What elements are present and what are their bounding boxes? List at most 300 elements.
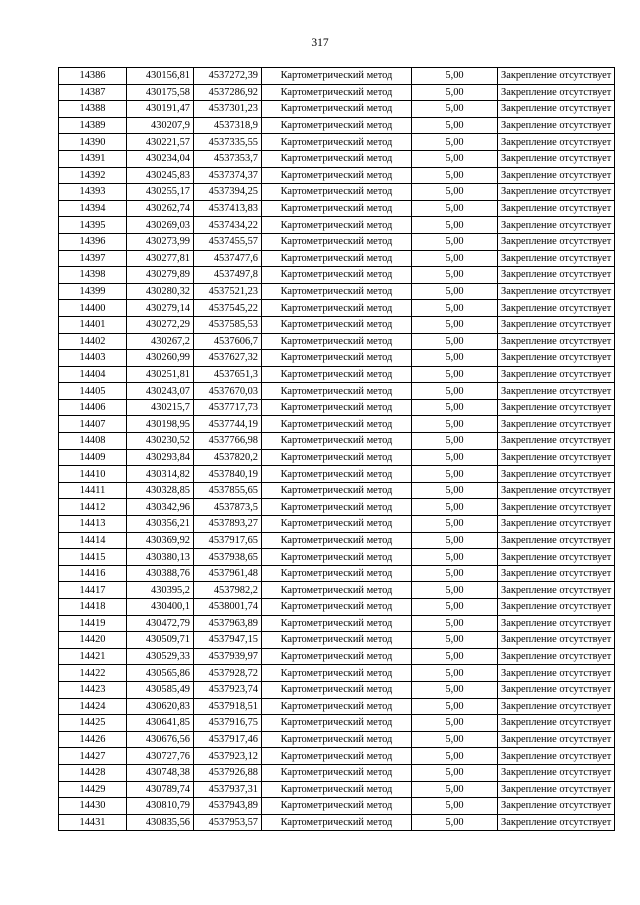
x-coordinate-cell: 430280,32 <box>127 283 194 300</box>
method-cell: Картометрический метод <box>262 233 412 250</box>
x-coordinate-cell: 430207,9 <box>127 117 194 134</box>
table-row <box>59 532 615 549</box>
fixing-cell: Закрепление отсутствует <box>498 532 615 549</box>
table-row <box>59 798 615 815</box>
point-number-cell: 14403 <box>59 350 127 367</box>
table-row <box>59 433 615 450</box>
accuracy-cell: 5,00 <box>412 781 498 798</box>
table-row <box>59 665 615 682</box>
method-cell: Картометрический метод <box>262 316 412 333</box>
fixing-cell: Закрепление отсутствует <box>498 814 615 831</box>
table-row <box>59 184 615 201</box>
table-row <box>59 200 615 217</box>
y-coordinate-cell: 4537947,15 <box>194 632 262 649</box>
y-coordinate-cell: 4537893,27 <box>194 516 262 533</box>
table-row <box>59 482 615 499</box>
fixing-cell: Закрепление отсутствует <box>498 416 615 433</box>
table-row <box>59 217 615 234</box>
point-number-cell: 14389 <box>59 117 127 134</box>
y-coordinate-cell: 4537394,25 <box>194 184 262 201</box>
fixing-cell: Закрепление отсутствует <box>498 399 615 416</box>
method-cell: Картометрический метод <box>262 549 412 566</box>
point-number-cell: 14408 <box>59 433 127 450</box>
y-coordinate-cell: 4537272,39 <box>194 68 262 85</box>
x-coordinate-cell: 430314,82 <box>127 466 194 483</box>
y-coordinate-cell: 4537521,23 <box>194 283 262 300</box>
x-coordinate-cell: 430269,03 <box>127 217 194 234</box>
fixing-cell: Закрепление отсутствует <box>498 433 615 450</box>
accuracy-cell: 5,00 <box>412 549 498 566</box>
point-number-cell: 14425 <box>59 715 127 732</box>
method-cell: Картометрический метод <box>262 150 412 167</box>
fixing-cell: Закрепление отсутствует <box>498 134 615 151</box>
accuracy-cell: 5,00 <box>412 101 498 118</box>
point-number-cell: 14409 <box>59 449 127 466</box>
x-coordinate-cell: 430175,58 <box>127 84 194 101</box>
fixing-cell: Закрепление отсутствует <box>498 316 615 333</box>
accuracy-cell: 5,00 <box>412 68 498 85</box>
accuracy-cell: 5,00 <box>412 333 498 350</box>
method-cell: Картометрический метод <box>262 565 412 582</box>
x-coordinate-cell: 430748,38 <box>127 764 194 781</box>
method-cell: Картометрический метод <box>262 134 412 151</box>
point-number-cell: 14407 <box>59 416 127 433</box>
point-number-cell: 14430 <box>59 798 127 815</box>
point-number-cell: 14417 <box>59 582 127 599</box>
y-coordinate-cell: 4537434,22 <box>194 217 262 234</box>
fixing-cell: Закрепление отсутствует <box>498 101 615 118</box>
y-coordinate-cell: 4537953,57 <box>194 814 262 831</box>
table-row <box>59 416 615 433</box>
y-coordinate-cell: 4537943,89 <box>194 798 262 815</box>
method-cell: Картометрический метод <box>262 532 412 549</box>
table-row <box>59 814 615 831</box>
x-coordinate-cell: 430251,81 <box>127 366 194 383</box>
point-number-cell: 14387 <box>59 84 127 101</box>
table-row <box>59 101 615 118</box>
fixing-cell: Закрепление отсутствует <box>498 632 615 649</box>
point-number-cell: 14393 <box>59 184 127 201</box>
y-coordinate-cell: 4537717,73 <box>194 399 262 416</box>
x-coordinate-cell: 430260,99 <box>127 350 194 367</box>
table-row <box>59 549 615 566</box>
y-coordinate-cell: 4538001,74 <box>194 599 262 616</box>
table-row <box>59 599 615 616</box>
y-coordinate-cell: 4537961,48 <box>194 565 262 582</box>
point-number-cell: 14412 <box>59 499 127 516</box>
fixing-cell: Закрепление отсутствует <box>498 300 615 317</box>
accuracy-cell: 5,00 <box>412 250 498 267</box>
fixing-cell: Закрепление отсутствует <box>498 648 615 665</box>
point-number-cell: 14410 <box>59 466 127 483</box>
table-row <box>59 731 615 748</box>
x-coordinate-cell: 430620,83 <box>127 698 194 715</box>
fixing-cell: Закрепление отсутствует <box>498 698 615 715</box>
table-row <box>59 565 615 582</box>
accuracy-cell: 5,00 <box>412 416 498 433</box>
point-number-cell: 14386 <box>59 68 127 85</box>
method-cell: Картометрический метод <box>262 333 412 350</box>
table-row <box>59 150 615 167</box>
point-number-cell: 14423 <box>59 681 127 698</box>
x-coordinate-cell: 430388,76 <box>127 565 194 582</box>
accuracy-cell: 5,00 <box>412 267 498 284</box>
accuracy-cell: 5,00 <box>412 665 498 682</box>
accuracy-cell: 5,00 <box>412 565 498 582</box>
point-number-cell: 14395 <box>59 217 127 234</box>
accuracy-cell: 5,00 <box>412 532 498 549</box>
accuracy-cell: 5,00 <box>412 134 498 151</box>
accuracy-cell: 5,00 <box>412 748 498 765</box>
y-coordinate-cell: 4537545,22 <box>194 300 262 317</box>
method-cell: Картометрический метод <box>262 267 412 284</box>
fixing-cell: Закрепление отсутствует <box>498 68 615 85</box>
y-coordinate-cell: 4537335,55 <box>194 134 262 151</box>
accuracy-cell: 5,00 <box>412 449 498 466</box>
accuracy-cell: 5,00 <box>412 399 498 416</box>
accuracy-cell: 5,00 <box>412 681 498 698</box>
accuracy-cell: 5,00 <box>412 632 498 649</box>
table-row <box>59 333 615 350</box>
x-coordinate-cell: 430727,76 <box>127 748 194 765</box>
y-coordinate-cell: 4537820,2 <box>194 449 262 466</box>
y-coordinate-cell: 4537670,03 <box>194 383 262 400</box>
point-number-cell: 14392 <box>59 167 127 184</box>
accuracy-cell: 5,00 <box>412 499 498 516</box>
x-coordinate-cell: 430243,07 <box>127 383 194 400</box>
x-coordinate-cell: 430369,92 <box>127 532 194 549</box>
table-row <box>59 781 615 798</box>
fixing-cell: Закрепление отсутствует <box>498 167 615 184</box>
fixing-cell: Закрепление отсутствует <box>498 267 615 284</box>
fixing-cell: Закрепление отсутствует <box>498 449 615 466</box>
y-coordinate-cell: 4537497,8 <box>194 267 262 284</box>
y-coordinate-cell: 4537855,65 <box>194 482 262 499</box>
table-row <box>59 449 615 466</box>
y-coordinate-cell: 4537939,97 <box>194 648 262 665</box>
accuracy-cell: 5,00 <box>412 466 498 483</box>
fixing-cell: Закрепление отсутствует <box>498 366 615 383</box>
method-cell: Картометрический метод <box>262 167 412 184</box>
x-coordinate-cell: 430380,13 <box>127 549 194 566</box>
accuracy-cell: 5,00 <box>412 482 498 499</box>
y-coordinate-cell: 4537926,88 <box>194 764 262 781</box>
coordinates-table <box>58 67 615 831</box>
fixing-cell: Закрепление отсутствует <box>498 798 615 815</box>
method-cell: Картометрический метод <box>262 217 412 234</box>
table-row <box>59 267 615 284</box>
y-coordinate-cell: 4537937,31 <box>194 781 262 798</box>
y-coordinate-cell: 4537918,51 <box>194 698 262 715</box>
accuracy-cell: 5,00 <box>412 117 498 134</box>
table-row <box>59 68 615 85</box>
table-row <box>59 715 615 732</box>
table-row <box>59 748 615 765</box>
table-row <box>59 316 615 333</box>
point-number-cell: 14414 <box>59 532 127 549</box>
point-number-cell: 14416 <box>59 565 127 582</box>
fixing-cell: Закрепление отсутствует <box>498 117 615 134</box>
x-coordinate-cell: 430198,95 <box>127 416 194 433</box>
fixing-cell: Закрепление отсутствует <box>498 233 615 250</box>
method-cell: Картометрический метод <box>262 516 412 533</box>
method-cell: Картометрический метод <box>262 466 412 483</box>
method-cell: Картометрический метод <box>262 283 412 300</box>
x-coordinate-cell: 430230,52 <box>127 433 194 450</box>
accuracy-cell: 5,00 <box>412 167 498 184</box>
method-cell: Картометрический метод <box>262 781 412 798</box>
y-coordinate-cell: 4537627,32 <box>194 350 262 367</box>
coordinates-table-body <box>59 68 615 831</box>
x-coordinate-cell: 430262,74 <box>127 200 194 217</box>
point-number-cell: 14420 <box>59 632 127 649</box>
table-row <box>59 499 615 516</box>
table-row <box>59 283 615 300</box>
x-coordinate-cell: 430293,84 <box>127 449 194 466</box>
x-coordinate-cell: 430356,21 <box>127 516 194 533</box>
point-number-cell: 14428 <box>59 764 127 781</box>
accuracy-cell: 5,00 <box>412 217 498 234</box>
method-cell: Картометрический метод <box>262 399 412 416</box>
method-cell: Картометрический метод <box>262 482 412 499</box>
table-row <box>59 300 615 317</box>
method-cell: Картометрический метод <box>262 416 412 433</box>
x-coordinate-cell: 430267,2 <box>127 333 194 350</box>
x-coordinate-cell: 430245,83 <box>127 167 194 184</box>
method-cell: Картометрический метод <box>262 615 412 632</box>
accuracy-cell: 5,00 <box>412 300 498 317</box>
x-coordinate-cell: 430279,89 <box>127 267 194 284</box>
accuracy-cell: 5,00 <box>412 350 498 367</box>
accuracy-cell: 5,00 <box>412 814 498 831</box>
fixing-cell: Закрепление отсутствует <box>498 383 615 400</box>
point-number-cell: 14411 <box>59 482 127 499</box>
method-cell: Картометрический метод <box>262 764 412 781</box>
x-coordinate-cell: 430277,81 <box>127 250 194 267</box>
y-coordinate-cell: 4537318,9 <box>194 117 262 134</box>
y-coordinate-cell: 4537286,92 <box>194 84 262 101</box>
fixing-cell: Закрепление отсутствует <box>498 200 615 217</box>
y-coordinate-cell: 4537353,7 <box>194 150 262 167</box>
table-row <box>59 632 615 649</box>
method-cell: Картометрический метод <box>262 665 412 682</box>
accuracy-cell: 5,00 <box>412 648 498 665</box>
point-number-cell: 14405 <box>59 383 127 400</box>
y-coordinate-cell: 4537651,3 <box>194 366 262 383</box>
method-cell: Картометрический метод <box>262 84 412 101</box>
page-number: 317 <box>311 37 329 49</box>
method-cell: Картометрический метод <box>262 300 412 317</box>
y-coordinate-cell: 4537744,19 <box>194 416 262 433</box>
y-coordinate-cell: 4537766,98 <box>194 433 262 450</box>
fixing-cell: Закрепление отсутствует <box>498 350 615 367</box>
y-coordinate-cell: 4537606,7 <box>194 333 262 350</box>
method-cell: Картометрический метод <box>262 698 412 715</box>
method-cell: Картометрический метод <box>262 200 412 217</box>
y-coordinate-cell: 4537301,23 <box>194 101 262 118</box>
accuracy-cell: 5,00 <box>412 764 498 781</box>
table-row <box>59 648 615 665</box>
point-number-cell: 14388 <box>59 101 127 118</box>
fixing-cell: Закрепление отсутствует <box>498 217 615 234</box>
accuracy-cell: 5,00 <box>412 698 498 715</box>
fixing-cell: Закрепление отсутствует <box>498 549 615 566</box>
method-cell: Картометрический метод <box>262 731 412 748</box>
method-cell: Картометрический метод <box>262 250 412 267</box>
x-coordinate-cell: 430789,74 <box>127 781 194 798</box>
x-coordinate-cell: 430676,56 <box>127 731 194 748</box>
fixing-cell: Закрепление отсутствует <box>498 150 615 167</box>
point-number-cell: 14391 <box>59 150 127 167</box>
x-coordinate-cell: 430221,57 <box>127 134 194 151</box>
fixing-cell: Закрепление отсутствует <box>498 764 615 781</box>
method-cell: Картометрический метод <box>262 798 412 815</box>
table-row <box>59 516 615 533</box>
fixing-cell: Закрепление отсутствует <box>498 715 615 732</box>
table-row <box>59 134 615 151</box>
x-coordinate-cell: 430215,7 <box>127 399 194 416</box>
point-number-cell: 14404 <box>59 366 127 383</box>
method-cell: Картометрический метод <box>262 350 412 367</box>
x-coordinate-cell: 430273,99 <box>127 233 194 250</box>
table-row <box>59 681 615 698</box>
table-row <box>59 84 615 101</box>
x-coordinate-cell: 430810,79 <box>127 798 194 815</box>
x-coordinate-cell: 430472,79 <box>127 615 194 632</box>
accuracy-cell: 5,00 <box>412 615 498 632</box>
accuracy-cell: 5,00 <box>412 84 498 101</box>
point-number-cell: 14413 <box>59 516 127 533</box>
point-number-cell: 14400 <box>59 300 127 317</box>
table-row <box>59 764 615 781</box>
point-number-cell: 14396 <box>59 233 127 250</box>
table-row <box>59 615 615 632</box>
fixing-cell: Закрепление отсутствует <box>498 499 615 516</box>
method-cell: Картометрический метод <box>262 681 412 698</box>
point-number-cell: 14427 <box>59 748 127 765</box>
fixing-cell: Закрепление отсутствует <box>498 250 615 267</box>
fixing-cell: Закрепление отсутствует <box>498 615 615 632</box>
point-number-cell: 14431 <box>59 814 127 831</box>
accuracy-cell: 5,00 <box>412 731 498 748</box>
table-row <box>59 698 615 715</box>
x-coordinate-cell: 430279,14 <box>127 300 194 317</box>
x-coordinate-cell: 430255,17 <box>127 184 194 201</box>
fixing-cell: Закрепление отсутствует <box>498 333 615 350</box>
method-cell: Картометрический метод <box>262 648 412 665</box>
accuracy-cell: 5,00 <box>412 715 498 732</box>
y-coordinate-cell: 4537917,46 <box>194 731 262 748</box>
fixing-cell: Закрепление отсутствует <box>498 466 615 483</box>
table-row <box>59 399 615 416</box>
y-coordinate-cell: 4537916,75 <box>194 715 262 732</box>
fixing-cell: Закрепление отсутствует <box>498 748 615 765</box>
point-number-cell: 14402 <box>59 333 127 350</box>
y-coordinate-cell: 4537923,74 <box>194 681 262 698</box>
point-number-cell: 14419 <box>59 615 127 632</box>
fixing-cell: Закрепление отсутствует <box>498 84 615 101</box>
point-number-cell: 14422 <box>59 665 127 682</box>
x-coordinate-cell: 430191,47 <box>127 101 194 118</box>
accuracy-cell: 5,00 <box>412 383 498 400</box>
fixing-cell: Закрепление отсутствует <box>498 681 615 698</box>
table-row <box>59 250 615 267</box>
method-cell: Картометрический метод <box>262 383 412 400</box>
fixing-cell: Закрепление отсутствует <box>498 582 615 599</box>
point-number-cell: 14394 <box>59 200 127 217</box>
method-cell: Картометрический метод <box>262 366 412 383</box>
point-number-cell: 14399 <box>59 283 127 300</box>
y-coordinate-cell: 4537917,65 <box>194 532 262 549</box>
x-coordinate-cell: 430328,85 <box>127 482 194 499</box>
x-coordinate-cell: 430272,29 <box>127 316 194 333</box>
x-coordinate-cell: 430400,1 <box>127 599 194 616</box>
x-coordinate-cell: 430342,96 <box>127 499 194 516</box>
accuracy-cell: 5,00 <box>412 582 498 599</box>
method-cell: Картометрический метод <box>262 582 412 599</box>
x-coordinate-cell: 430234,04 <box>127 150 194 167</box>
x-coordinate-cell: 430529,33 <box>127 648 194 665</box>
x-coordinate-cell: 430565,86 <box>127 665 194 682</box>
fixing-cell: Закрепление отсутствует <box>498 482 615 499</box>
table-row <box>59 466 615 483</box>
accuracy-cell: 5,00 <box>412 798 498 815</box>
method-cell: Картометрический метод <box>262 68 412 85</box>
y-coordinate-cell: 4537455,57 <box>194 233 262 250</box>
fixing-cell: Закрепление отсутствует <box>498 781 615 798</box>
accuracy-cell: 5,00 <box>412 366 498 383</box>
method-cell: Картометрический метод <box>262 101 412 118</box>
x-coordinate-cell: 430395,2 <box>127 582 194 599</box>
y-coordinate-cell: 4537477,6 <box>194 250 262 267</box>
table-row <box>59 167 615 184</box>
y-coordinate-cell: 4537374,37 <box>194 167 262 184</box>
method-cell: Картометрический метод <box>262 433 412 450</box>
method-cell: Картометрический метод <box>262 499 412 516</box>
method-cell: Картометрический метод <box>262 715 412 732</box>
method-cell: Картометрический метод <box>262 449 412 466</box>
method-cell: Картометрический метод <box>262 117 412 134</box>
point-number-cell: 14429 <box>59 781 127 798</box>
x-coordinate-cell: 430509,71 <box>127 632 194 649</box>
y-coordinate-cell: 4537840,19 <box>194 466 262 483</box>
point-number-cell: 14390 <box>59 134 127 151</box>
accuracy-cell: 5,00 <box>412 516 498 533</box>
x-coordinate-cell: 430641,85 <box>127 715 194 732</box>
point-number-cell: 14421 <box>59 648 127 665</box>
point-number-cell: 14415 <box>59 549 127 566</box>
y-coordinate-cell: 4537982,2 <box>194 582 262 599</box>
method-cell: Картометрический метод <box>262 748 412 765</box>
fixing-cell: Закрепление отсутствует <box>498 731 615 748</box>
point-number-cell: 14418 <box>59 599 127 616</box>
point-number-cell: 14401 <box>59 316 127 333</box>
y-coordinate-cell: 4537873,5 <box>194 499 262 516</box>
fixing-cell: Закрепление отсутствует <box>498 665 615 682</box>
table-row <box>59 383 615 400</box>
fixing-cell: Закрепление отсутствует <box>498 565 615 582</box>
accuracy-cell: 5,00 <box>412 200 498 217</box>
point-number-cell: 14398 <box>59 267 127 284</box>
y-coordinate-cell: 4537923,12 <box>194 748 262 765</box>
fixing-cell: Закрепление отсутствует <box>498 516 615 533</box>
x-coordinate-cell: 430835,56 <box>127 814 194 831</box>
accuracy-cell: 5,00 <box>412 433 498 450</box>
fixing-cell: Закрепление отсутствует <box>498 283 615 300</box>
fixing-cell: Закрепление отсутствует <box>498 599 615 616</box>
x-coordinate-cell: 430585,49 <box>127 681 194 698</box>
method-cell: Картометрический метод <box>262 632 412 649</box>
